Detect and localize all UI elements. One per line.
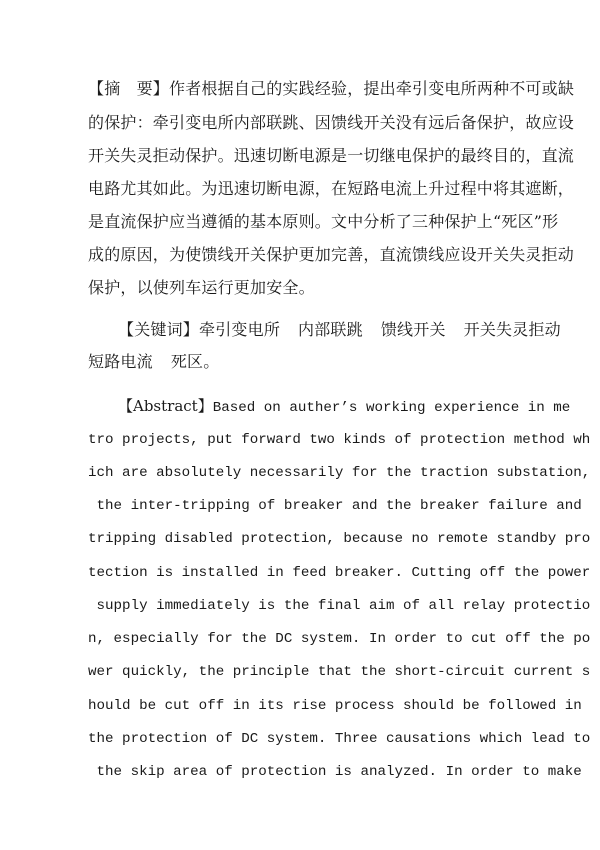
abstract-cn-line-3: 开关失灵拒动保护。迅速切断电源是一切继电保护的最终目的，直流	[88, 146, 575, 165]
abstract-en-line-8: n, especially for the DC system. In order to cut off the po	[88, 631, 591, 647]
abstract-en-line-5: tripping disabled protection, because no remote standby pro	[88, 531, 591, 547]
keyword: 内部联跳	[298, 320, 363, 339]
abstract-cn-label: 【摘 要】	[88, 79, 170, 98]
abstract-en-label: 【Abstract】	[118, 397, 213, 415]
abstract-en-line-11: the protection of DC system. Three causations which lead to	[88, 731, 591, 747]
abstract-cn-line-5: 是直流保护应当遵循的基本原则。文中分析了三种保护上“死区”形	[88, 212, 559, 231]
abstract-cn-text: 作者根据自己的实践经验，提出牵引变电所两种不可或缺	[169, 79, 575, 98]
abstract-en-line-3: ich are absolutely necessarily for the traction substation,	[88, 465, 591, 481]
abstract-cn-line-4: 电路尤其如此。为迅速切断电源，在短路电流上升过程中将其遮断，	[88, 179, 575, 198]
keyword: 短路电流	[88, 352, 153, 371]
abstract-en-line-9: wer quickly, the principle that the short-circuit current s	[88, 664, 591, 680]
abstract-en-line-10: hould be cut off in its rise process should be followed in	[88, 698, 582, 714]
keyword: 开关失灵拒动	[463, 320, 561, 339]
abstract-cn-line-2: 的保护：牵引变电所内部联跳、因馈线开关没有远后备保护，故应设	[88, 113, 575, 132]
abstract-cn-line-1	[88, 79, 574, 99]
abstract-en-line-1	[118, 396, 570, 418]
keywords-cn-line-2	[88, 352, 219, 372]
abstract-en-line-7: supply immediately is the final aim of all relay protectio	[88, 598, 591, 614]
keywords-cn-line-1	[118, 320, 561, 340]
abstract-en-line-6: tection is installed in feed breaker. Cutting off the power	[88, 565, 591, 581]
abstract-en-line-2: tro projects, put forward two kinds of protection method wh	[88, 432, 591, 448]
abstract-en-line-4: the inter-tripping of breaker and the breaker failure and	[88, 498, 582, 514]
abstract-en-line-12: the skip area of protection is analyzed. In order to make	[88, 764, 582, 780]
abstract-cn-line-6: 成的原因，为使馈线开关保护更加完善，直流馈线应设开关失灵拒动	[88, 245, 575, 264]
keyword: 馈线开关	[380, 320, 446, 339]
keywords-cn-label: 【关键词】	[118, 320, 200, 339]
keyword: 牵引变电所	[199, 320, 281, 339]
abstract-en-text: Based on auther’s working experience in me	[212, 400, 571, 416]
abstract-cn-line-7: 保护，以使列车运行更加安全。	[88, 278, 315, 297]
keyword: 死区。	[170, 352, 220, 371]
